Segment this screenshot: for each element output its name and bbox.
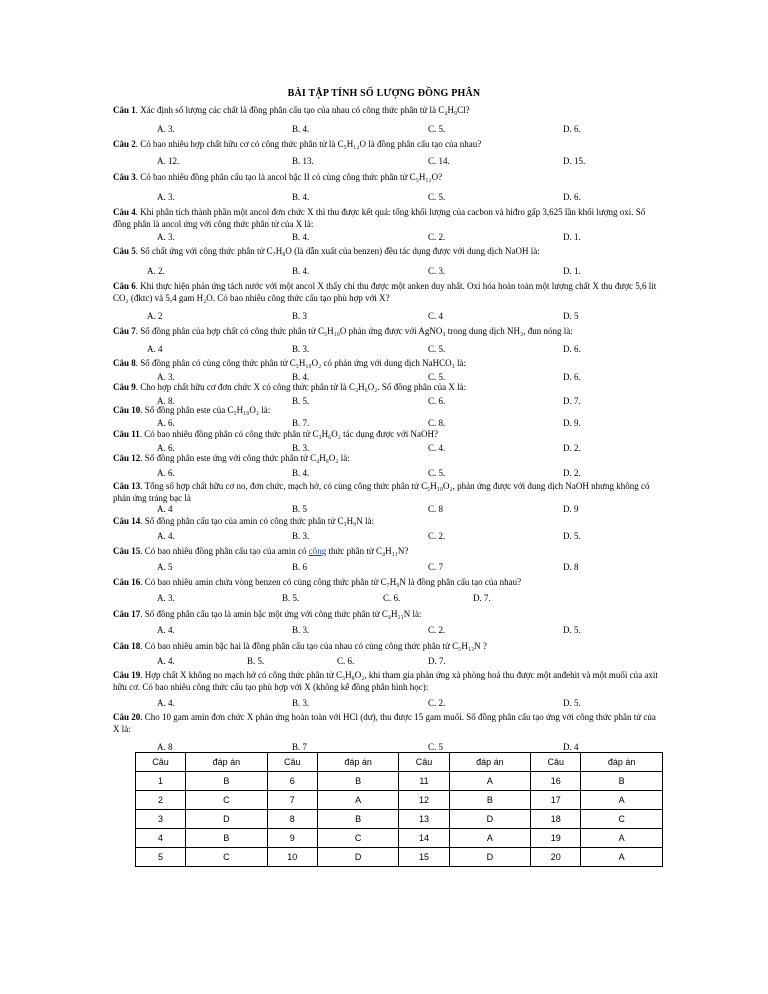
answer-option: D. 9. <box>563 418 581 428</box>
question-body: . Có bao nhiêu đồng phân có công thức phân tử C₃H₆O₂ tác dụng được với NaOH? <box>139 429 439 439</box>
question-body: . Xác định số lượng các chất là đồng phân cấu tạo của nhau có công thức phân tử là C₄H₉Cl? <box>135 105 470 115</box>
answer-option: C. 7 <box>428 562 444 572</box>
answer-option: D. 1. <box>563 266 581 276</box>
answer-table-cell: D <box>449 810 531 829</box>
question-body: . Số chất ứng với công thức phân tử C₇H₈O (là dẫn xuất của benzen) đều tác dụng được với dung dịch NaOH là: <box>135 246 540 256</box>
question-label: Câu 20 <box>113 712 141 722</box>
answer-option: A. 4. <box>157 698 175 708</box>
question-body: . Số đồng phân este ứng với công thức phân tử C₄H₈O₂ là: <box>140 453 350 463</box>
answer-options <box>113 232 658 244</box>
answer-option: D. 6. <box>563 372 581 382</box>
question-text <box>113 515 658 527</box>
question-text <box>113 325 658 337</box>
answer-option: A. 4. <box>157 625 175 635</box>
answer-option: D. 6. <box>563 344 581 354</box>
answer-option: D. 5. <box>563 698 581 708</box>
answer-table-cell: 3 <box>136 810 186 829</box>
answer-option: B. 4. <box>292 192 310 202</box>
answer-table-cell: 16 <box>531 772 581 791</box>
question-label: Câu 19 <box>113 670 141 680</box>
question-label: Câu 10 <box>113 405 141 415</box>
question-text <box>113 669 658 693</box>
answer-option: C. 8 <box>428 504 444 514</box>
question-body: . Số đồng phân este của C₅H₁₀O₂ là: <box>140 405 271 415</box>
header-cell: đáp án <box>317 753 399 772</box>
answer-option: A. 3. <box>157 124 175 134</box>
question-body: . Khi phân tích thành phần một ancol đơn chức X thì thu được kết quả: tổng khối lượng của cacbon và hiđro gấp 3,625 lần khối lượng oxi. Số đồng phân là ancol ứng với công thức phân tử của X là: <box>113 207 646 229</box>
answer-option: A. 3. <box>157 593 175 603</box>
answer-options <box>113 625 658 637</box>
answer-table-cell: B <box>317 772 399 791</box>
answer-options <box>113 156 658 168</box>
question-label: Câu 15 <box>113 546 141 556</box>
answer-option: C. 2. <box>428 625 446 635</box>
answer-table-cell: D <box>317 848 399 867</box>
page-title: BÀI TẬP TÍNH SỐ LƯỢNG ĐỒNG PHÂN <box>287 88 481 99</box>
answer-options <box>113 468 658 480</box>
answer-option: A. 2. <box>147 266 165 276</box>
answer-option: B. 3. <box>292 625 310 635</box>
question-text <box>113 576 658 588</box>
answer-option: D. 7. <box>428 656 446 666</box>
answer-option: B. 4. <box>292 266 310 276</box>
answer-table-cell: B <box>581 772 663 791</box>
answer-option: C. 4 <box>428 311 444 321</box>
answer-table-cell: 17 <box>531 791 581 810</box>
answer-option: C. 2. <box>428 232 446 242</box>
question-body-cont: thức phân tử C₄H₁₁N? <box>326 546 409 556</box>
answer-option: C. 5 <box>428 742 444 752</box>
header-cell: Câu <box>531 753 581 772</box>
answer-table-row <box>136 772 663 791</box>
answer-option: B. 5. <box>247 656 265 666</box>
question-text <box>113 480 658 504</box>
question-label: Câu 16 <box>113 577 141 587</box>
answer-option: D. 5 <box>563 311 579 321</box>
answer-table-cell: C <box>186 848 268 867</box>
answer-table-cell: D <box>186 810 268 829</box>
answer-table-row <box>136 848 663 867</box>
answer-option: A. 4 <box>157 504 173 514</box>
question-text <box>113 138 658 150</box>
answer-options <box>113 311 658 323</box>
answer-option: D. 9 <box>563 504 579 514</box>
answer-option: C. 5. <box>428 192 446 202</box>
answer-table-cell: 19 <box>531 829 581 848</box>
question-label: Câu 13 <box>113 481 141 491</box>
question-body: . Khi thực hiện phản ứng tách nước với một ancol X thấy chỉ thu được một anken duy nhất. Oxi hóa hoàn toàn một lượng chất X thu được 5,6 lít CO₂ (đktc) và 5,4 gam H₂O. Có bao nhiêu công thức cấu tạo phù hợp với X? <box>113 281 657 303</box>
answer-table-cell: 9 <box>267 829 317 848</box>
question-label: Câu 17 <box>113 609 141 619</box>
question-label: Câu 7 <box>113 326 136 336</box>
answer-option: D. 4 <box>563 742 579 752</box>
answer-table-cell: 4 <box>136 829 186 848</box>
question-label: Câu 2 <box>113 139 136 149</box>
question-text <box>113 404 658 416</box>
answer-option: B. 4. <box>292 372 310 382</box>
answer-option: C. 8. <box>428 418 446 428</box>
answer-option: B. 7. <box>292 418 310 428</box>
answer-option: A. 8 <box>157 742 173 752</box>
answer-table-cell: 10 <box>267 848 317 867</box>
question-body: . Tổng số hợp chất hữu cơ no, đơn chức, mạch hở, có cùng công thức phân tử C₅H₁₀O₂, phản ứng được với dung dịch NaOH nhưng không có phản ứng tráng bạc là <box>113 481 650 503</box>
answer-table-cell: 20 <box>531 848 581 867</box>
answer-option: D. 15. <box>563 156 586 166</box>
answer-table-cell: 5 <box>136 848 186 867</box>
answer-table-cell: 13 <box>399 810 449 829</box>
answer-table-cell: 12 <box>399 791 449 810</box>
answer-option: D. 6. <box>563 124 581 134</box>
answer-option: C. 5. <box>428 124 446 134</box>
answer-option: D. 6. <box>563 192 581 202</box>
answer-option: C. 3. <box>428 266 446 276</box>
answer-table-row <box>136 829 663 848</box>
question-text <box>113 245 658 257</box>
answer-table-cell: 7 <box>267 791 317 810</box>
answer-options <box>113 531 658 543</box>
answer-table-cell: 8 <box>267 810 317 829</box>
answer-option: A. 3. <box>157 232 175 242</box>
question-body: . Hợp chất X không no mạch hở có công thức phân tử C₅H₈O₂, khi tham gia phản ứng xà phòng hoá thu được một anđehit và một muối của axit hữu cơ. Có bao nhiêu công thức cấu tạo phù hợp với X (không kể đồng phân hình học): <box>113 670 658 692</box>
question-label: Câu 11 <box>113 429 140 439</box>
answer-options <box>113 124 658 136</box>
answer-table-cell: A <box>581 829 663 848</box>
answer-option: A. 6. <box>157 418 175 428</box>
answer-option: D. 1. <box>563 232 581 242</box>
header-cell: Câu <box>136 753 186 772</box>
answer-option: B. 3. <box>292 698 310 708</box>
answer-option: B. 4. <box>292 468 310 478</box>
answer-table-cell: A <box>449 772 531 791</box>
question-text <box>113 711 658 735</box>
question-body: . Số đồng phân của hợp chất có công thức phân tử C₅H₁₀O phản ứng được với AgNO₃ trong dung dịch NH₃, đun nóng là: <box>135 326 573 336</box>
answer-option: A. 12. <box>157 156 180 166</box>
question-text <box>113 381 658 393</box>
answer-table-cell: 2 <box>136 791 186 810</box>
answer-option: D. 5. <box>563 625 581 635</box>
answer-table-header-row <box>136 753 663 772</box>
answer-option: B. 6 <box>292 562 308 572</box>
answer-option: C. 5. <box>428 372 446 382</box>
answer-table-cell: B <box>186 772 268 791</box>
answer-table-cell: B <box>449 791 531 810</box>
answer-option: C. 5. <box>428 468 446 478</box>
question-text <box>113 608 658 620</box>
answer-option: B. 5. <box>282 593 300 603</box>
answer-option: C. 6. <box>383 593 401 603</box>
answer-options <box>113 698 658 710</box>
answer-table-cell: 11 <box>399 772 449 791</box>
answer-table-cell: 1 <box>136 772 186 791</box>
answer-options <box>113 344 658 356</box>
question-label: Câu 4 <box>113 207 136 217</box>
question-body: . Số đồng phân có cùng công thức phân tử C₅H₁₀O₂ có phản ứng với dung dịch NaHCO₃ là: <box>135 358 467 368</box>
answer-option: C. 2. <box>428 531 446 541</box>
answer-option: C. 14. <box>428 156 450 166</box>
answer-option: B. 3 <box>292 311 308 321</box>
answer-option: C. 5. <box>428 344 446 354</box>
answer-table-cell: B <box>317 810 399 829</box>
answer-options <box>113 593 658 605</box>
question-text <box>113 357 658 369</box>
answer-option: A. 6. <box>157 468 175 478</box>
question-text <box>113 428 658 440</box>
question-body: . Có bao nhiêu amin bậc hai là đồng phân cấu tạo của nhau có cùng công thức phân tử C₅H₁₃N ? <box>140 641 487 651</box>
answer-table-cell: C <box>581 810 663 829</box>
answer-option: D. 8 <box>563 562 579 572</box>
question-label: Câu 14 <box>113 516 141 526</box>
header-cell: đáp án <box>581 753 663 772</box>
question-body: . Có bao nhiêu hợp chất hữu cơ có công thức phân tử là C₅H₁₂O là đồng phân cấu tạo của nhau? <box>135 139 482 149</box>
question-label: Câu 6 <box>113 281 136 291</box>
answer-option: B. 5 <box>292 504 308 514</box>
answer-option: B. 3. <box>292 344 310 354</box>
question-body: . Có bao nhiêu amin chứa vòng benzen có cùng công thức phân tử C₇H₉N là đồng phân cấu tạo của nhau? <box>140 577 522 587</box>
question-body: . Có bao nhiêu đồng phân cấu tạo là ancol bậc II có cùng công thức phân tử C₅H₁₂O? <box>135 172 443 182</box>
answer-option: D. 2. <box>563 443 581 453</box>
question-label: Câu 18 <box>113 641 141 651</box>
answer-option: A. 5 <box>157 562 173 572</box>
answer-option: A. 2 <box>147 311 163 321</box>
answer-option: B. 3. <box>292 443 310 453</box>
answer-table-cell: A <box>317 791 399 810</box>
header-cell: Câu <box>399 753 449 772</box>
question-text <box>113 452 658 464</box>
answer-options <box>113 192 658 204</box>
answer-table-cell: A <box>581 848 663 867</box>
question-text <box>113 104 658 116</box>
answer-option: C. 6. <box>337 656 355 666</box>
answer-option: A. 3. <box>157 192 175 202</box>
answer-table <box>135 752 663 867</box>
answer-option: A. 3. <box>157 372 175 382</box>
answer-table-cell: D <box>449 848 531 867</box>
question-body: . Số đồng phân cấu tạo là amin bậc một ứng với công thức phân tử C₄H₁₁N là: <box>140 609 422 619</box>
answer-option: B. 3. <box>292 531 310 541</box>
answer-option: D. 7. <box>563 396 581 406</box>
answer-option: C. 2. <box>428 698 446 708</box>
answer-table-cell: B <box>186 829 268 848</box>
answer-table-cell: 14 <box>399 829 449 848</box>
answer-table-cell: C <box>186 791 268 810</box>
question-body: . Có bao nhiêu đồng phân cấu tạo của amin có <box>140 546 309 556</box>
answer-options <box>113 656 658 668</box>
answer-option: D. 7. <box>473 593 491 603</box>
question-body: . Cho 10 gam amin đơn chức X phản ứng hoàn toàn với HCl (dư), thu được 15 gam muối. Số đồng phân cấu tạo ứng với công thức phân tử của X là: <box>113 712 656 734</box>
answer-option: C. 6. <box>428 396 446 406</box>
answer-table-cell: A <box>449 829 531 848</box>
answer-table-cell: 18 <box>531 810 581 829</box>
question-text <box>113 640 658 652</box>
question-label: Câu 3 <box>113 172 136 182</box>
question-label: Câu 12 <box>113 453 141 463</box>
answer-option: A. 4 <box>147 344 163 354</box>
question-label: Câu 8 <box>113 358 136 368</box>
answer-table-cell: C <box>317 829 399 848</box>
header-cell: Câu <box>267 753 317 772</box>
answer-option: B. 5. <box>292 396 310 406</box>
answer-table-cell: 6 <box>267 772 317 791</box>
question-label: Câu 9 <box>113 382 136 392</box>
question-text <box>113 171 658 183</box>
answer-option: A. 6. <box>157 443 175 453</box>
answer-option: B. 4. <box>292 232 310 242</box>
answer-option: A. 4. <box>157 656 175 666</box>
answer-table-row <box>136 810 663 829</box>
hyperlink[interactable]: công <box>308 546 327 556</box>
header-cell: đáp án <box>186 753 268 772</box>
question-body: . Số đồng phân cấu tạo của amin có công thức phân tử C₃H₉N là: <box>140 516 374 526</box>
answer-option: D. 5. <box>563 531 581 541</box>
answer-option: C. 4. <box>428 443 446 453</box>
question-label: Câu 5 <box>113 246 136 256</box>
answer-table-cell: 15 <box>399 848 449 867</box>
question-text <box>113 206 658 230</box>
answer-table-cell: A <box>581 791 663 810</box>
answer-options <box>113 562 658 574</box>
header-cell: đáp án <box>449 753 531 772</box>
answer-table-row <box>136 791 663 810</box>
question-text <box>113 280 658 304</box>
question-text <box>113 545 658 557</box>
answer-option: B. 13. <box>292 156 314 166</box>
answer-option: B. 7 <box>292 742 308 752</box>
question-body: . Cho hợp chất hữu cơ đơn chức X có công thức phân tử là C₃H₆O₂. Số đồng phân của X là: <box>135 382 467 392</box>
answer-option: A. 4. <box>157 531 175 541</box>
answer-option: B. 4. <box>292 124 310 134</box>
answer-options <box>113 266 658 278</box>
answer-option: D. 2. <box>563 468 581 478</box>
answer-option: A. 8. <box>157 396 175 406</box>
question-label: Câu 1 <box>113 105 136 115</box>
